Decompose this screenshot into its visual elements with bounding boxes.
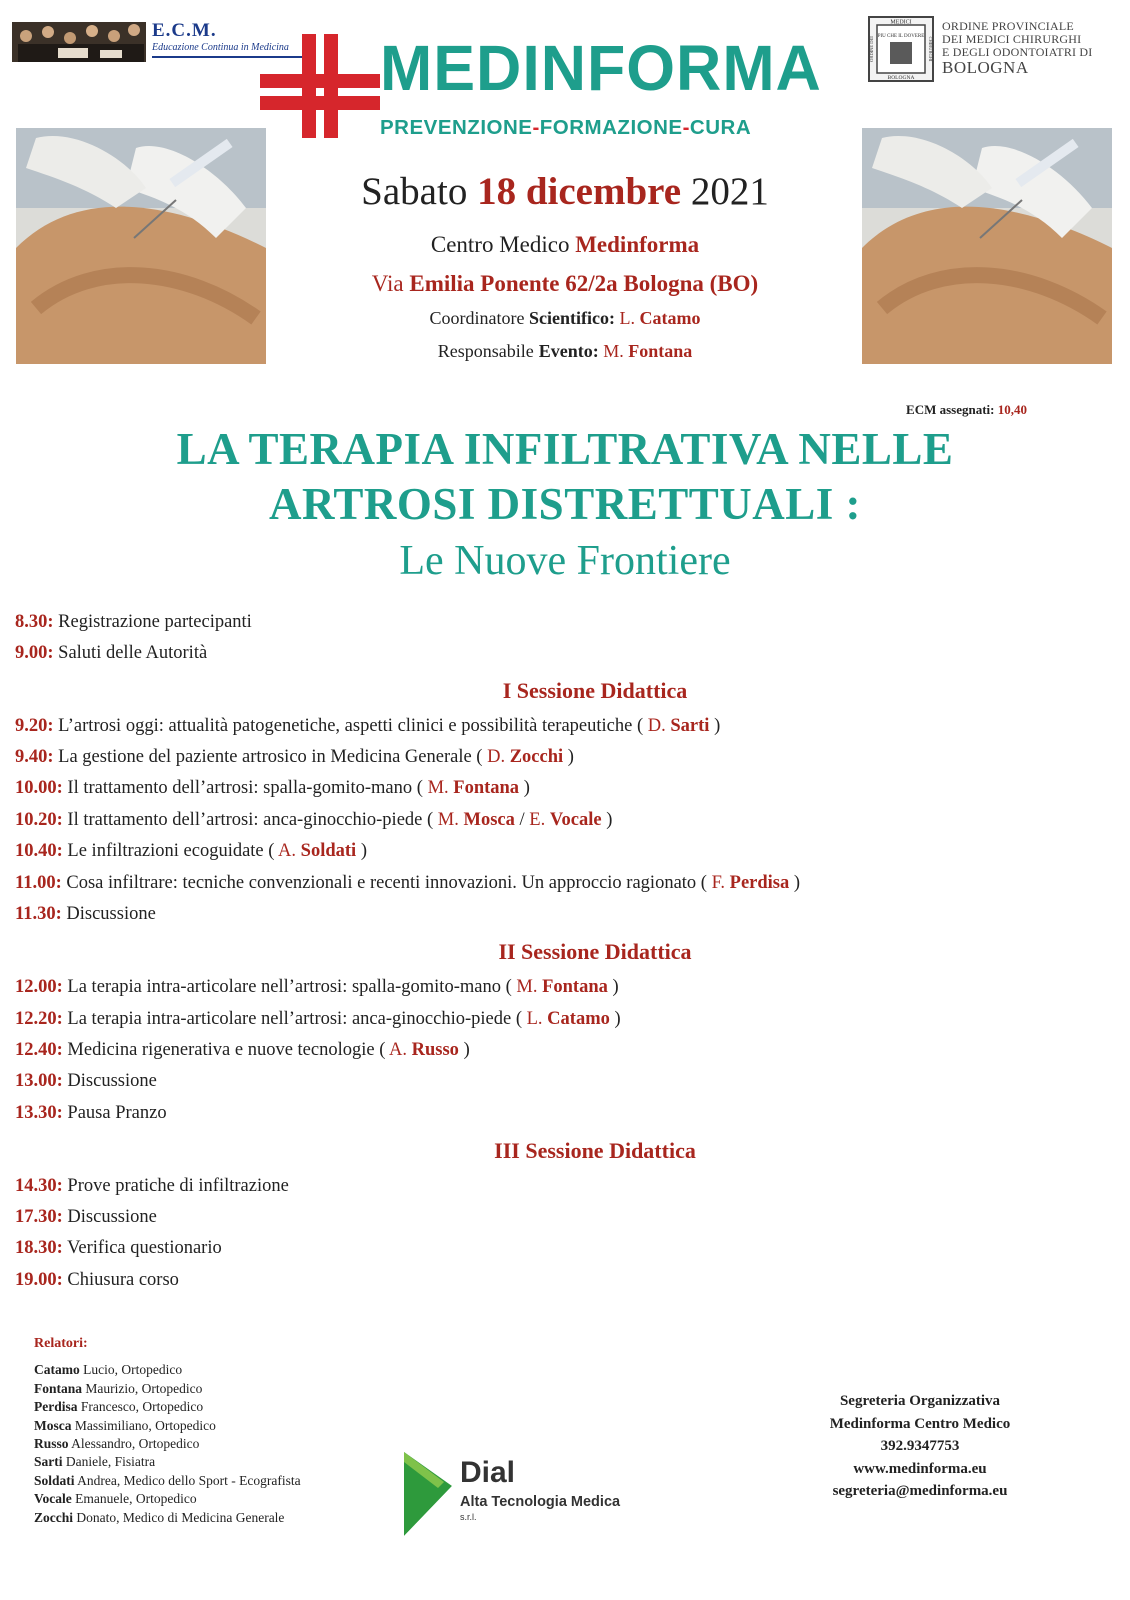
speaker-name: Sarti xyxy=(670,716,710,736)
tagline-formazione: FORMAZIONE xyxy=(539,116,683,139)
speaker-details: Daniele, Fisiatra xyxy=(65,1454,156,1470)
program-item: 10.20: Il trattamento dell’artrosi: anca-ginocchio-piede ( M. Mosca / E. Vocale ) xyxy=(15,810,613,830)
program-text: La terapia intra-articolare nell’artrosi: anca-ginocchio-piede xyxy=(67,1009,512,1029)
tagline-prevenzione: PREVENZIONE xyxy=(380,116,533,139)
dial-tagline: Alta Tecnologia Medica xyxy=(460,1494,621,1510)
program-text: Registrazione partecipanti xyxy=(58,612,252,632)
program-time: 10.00: xyxy=(15,778,63,798)
secretariat-block xyxy=(780,1390,1060,1503)
speaker-initial: M. xyxy=(427,778,449,798)
ecm-credits xyxy=(906,402,1027,418)
program-item: 12.20: La terapia intra-articolare nell’artrosi: anca-ginocchio-piede ( L. Catamo ) xyxy=(15,1009,621,1029)
program-item: 9.20: L’artrosi oggi: attualità patogenetiche, aspetti clinici e possibilità terapeutiche ( D. Sarti ) xyxy=(15,716,721,736)
program-item xyxy=(15,1238,222,1259)
program-item xyxy=(15,643,207,664)
speaker-surname: Fontana xyxy=(34,1380,83,1396)
speaker-initial: D. xyxy=(487,747,506,767)
speaker-details: Donato, Medico di Medicina Generale xyxy=(76,1509,285,1525)
coordinator-label-bold: Scientifico: xyxy=(529,308,615,328)
dial-sponsor-logo xyxy=(400,1450,660,1540)
coordinator-initial: L. xyxy=(619,308,635,328)
speaker-initial: L. xyxy=(526,1009,543,1029)
program-text: Verifica questionario xyxy=(67,1238,222,1258)
speaker-details: Emanuele, Ortopedico xyxy=(75,1491,197,1507)
speaker-entry xyxy=(34,1380,301,1398)
program-text: Cosa infiltrare: tecniche convenzionali e recenti innovazioni. Un approccio ragionato xyxy=(66,873,697,893)
coordinator-line xyxy=(270,308,860,329)
program-time: 8.30: xyxy=(15,612,54,632)
seal-right-text: CHIRURGHI xyxy=(928,36,933,62)
speaker-details: Maurizio, Ortopedico xyxy=(85,1380,203,1396)
ordine-line-4: BOLOGNA xyxy=(942,58,1029,77)
speaker-name: Perdisa xyxy=(729,873,790,893)
seal-bottom-text: BOLOGNA xyxy=(887,75,915,81)
dial-mark-icon xyxy=(400,1452,456,1536)
speaker-initial: F. xyxy=(711,873,726,893)
event-day: Sabato xyxy=(361,170,468,213)
ordine-medici-logo xyxy=(868,16,1124,88)
speaker-details: Francesco, Ortopedico xyxy=(80,1399,204,1415)
speaker-initial: A. xyxy=(389,1040,407,1060)
program-item xyxy=(15,1103,167,1124)
program-item xyxy=(15,1270,179,1291)
program-text: La gestione del paziente artrosico in Medicina Generale xyxy=(58,747,472,767)
speaker-initial: D. xyxy=(647,716,666,736)
speaker-details: Lucio, Ortopedico xyxy=(83,1362,183,1378)
event-date-main: 18 dicembre xyxy=(477,170,682,213)
secretariat-phone: 392.9347753 xyxy=(880,1438,960,1454)
speaker-surname: Soldati xyxy=(34,1472,75,1488)
speaker-initial: M. xyxy=(437,810,459,830)
session-title: II Sessione Didattica xyxy=(498,939,692,964)
speakers-list xyxy=(34,1335,301,1527)
responsible-initial: M. xyxy=(603,341,624,361)
speaker-surname: Perdisa xyxy=(34,1399,78,1415)
program-item xyxy=(15,612,252,633)
program-time: 14.30: xyxy=(15,1176,63,1196)
program-item: 12.40: Medicina rigenerativa e nuove tecnologie ( A. Russo ) xyxy=(15,1040,470,1060)
speaker-entry xyxy=(34,1435,301,1453)
venue-prefix: Centro Medico xyxy=(430,232,570,257)
program-text: Discussione xyxy=(67,1207,157,1227)
speaker-entry xyxy=(34,1453,301,1471)
program-text: Il trattamento dell’artrosi: anca-ginocchio-piede xyxy=(67,810,423,830)
program-time: 9.00: xyxy=(15,643,54,663)
program-item xyxy=(15,1071,157,1092)
speaker-surname: Russo xyxy=(34,1436,69,1452)
program-text: Discussione xyxy=(66,904,156,924)
secretariat-website[interactable]: www.medinforma.eu xyxy=(853,1460,987,1477)
coordinator-label: Coordinatore xyxy=(429,308,525,328)
program-time: 12.00: xyxy=(15,977,63,997)
program-time: 19.00: xyxy=(15,1270,63,1290)
speakers-items xyxy=(34,1361,301,1527)
address-line xyxy=(270,271,860,297)
dial-suffix: s.r.l. xyxy=(460,1512,477,1522)
speaker-entry xyxy=(34,1472,301,1490)
program-time: 9.20: xyxy=(15,716,54,736)
ordine-line-3: E DEGLI ODONTOIATRI DI xyxy=(942,45,1093,59)
program-time: 13.30: xyxy=(15,1103,63,1123)
speaker-details: Alessandro, Ortopedico xyxy=(71,1436,200,1452)
ecm-credits-value: 10,40 xyxy=(997,402,1027,417)
speaker-initial: E. xyxy=(529,810,546,830)
knee-injection-photo-left xyxy=(16,128,266,364)
speaker-details: Andrea, Medico dello Sport - Ecografista xyxy=(77,1472,301,1488)
ordine-line-1: ORDINE PROVINCIALE xyxy=(942,19,1074,33)
course-title-line-1: LA TERAPIA INFILTRATIVA NELLE xyxy=(176,424,954,474)
speaker-name: Soldati xyxy=(300,841,357,861)
ecm-title: E.C.M. xyxy=(152,20,217,41)
speaker-name: Vocale xyxy=(549,810,602,830)
program-text: Pausa Pranzo xyxy=(67,1103,167,1123)
speaker-surname: Zocchi xyxy=(34,1509,73,1525)
address-prefix: Via xyxy=(371,271,404,296)
event-year: 2021 xyxy=(690,170,769,213)
program-time: 18.30: xyxy=(15,1238,63,1258)
program-time: 17.30: xyxy=(15,1207,63,1227)
program-text: Chiusura corso xyxy=(67,1270,179,1290)
program-text: Medicina rigenerativa e nuove tecnologie xyxy=(67,1040,375,1060)
responsible-name: Fontana xyxy=(628,341,693,361)
speaker-surname: Catamo xyxy=(34,1362,80,1378)
coordinator-name: Catamo xyxy=(639,308,701,328)
venue-line xyxy=(270,232,860,258)
program-text: Prove pratiche di infiltrazione xyxy=(67,1176,289,1196)
medinforma-tagline xyxy=(380,116,751,140)
speaker-entry xyxy=(34,1398,301,1416)
secretariat-org: Medinforma Centro Medico xyxy=(829,1415,1011,1432)
program-time: 9.40: xyxy=(15,747,54,767)
speaker-initial: M. xyxy=(516,977,538,997)
speakers-title: Relatori: xyxy=(34,1336,88,1351)
program-text: L’artrosi oggi: attualità patogenetiche, aspetti clinici e possibilità terapeutiche xyxy=(58,716,633,736)
venue-name: Medinforma xyxy=(575,232,700,257)
speaker-name: Catamo xyxy=(547,1009,610,1029)
tagline-dash: - xyxy=(682,116,690,139)
medinforma-wordmark: MEDINFORMA xyxy=(380,32,822,104)
program-item: 10.00: Il trattamento dell’artrosi: spalla-gomito-mano ( M. Fontana ) xyxy=(15,778,530,798)
responsible-label: Responsabile xyxy=(437,341,534,361)
program-item: 9.40: La gestione del paziente artrosico in Medicina Generale ( D. Zocchi ) xyxy=(15,747,574,767)
speaker-name: Russo xyxy=(411,1040,459,1060)
medinforma-logo xyxy=(268,34,868,144)
speaker-name: Fontana xyxy=(542,977,608,997)
knee-injection-photo-right xyxy=(862,128,1112,364)
program-item xyxy=(15,1207,157,1228)
speaker-surname: Mosca xyxy=(34,1417,72,1433)
ecm-credits-label: ECM assegnati: xyxy=(906,402,995,417)
speaker-surname: Vocale xyxy=(34,1491,72,1507)
tagline-dash: - xyxy=(532,116,540,139)
tagline-cura: CURA xyxy=(689,116,752,139)
speaker-entry xyxy=(34,1490,301,1508)
program-text: Discussione xyxy=(67,1071,157,1091)
program-item: 12.00: La terapia intra-articolare nell’artrosi: spalla-gomito-mano ( M. Fontana ) xyxy=(15,977,619,997)
speaker-name: Fontana xyxy=(453,778,520,798)
program-time: 12.20: xyxy=(15,1009,63,1029)
secretariat-title: Segreteria Organizzativa xyxy=(839,1393,1001,1409)
course-title-line-2: ARTROSI DISTRETTUALI : xyxy=(268,479,862,529)
speaker-initial: A. xyxy=(278,841,297,861)
speaker-entry xyxy=(34,1361,301,1379)
speaker-surname: Sarti xyxy=(34,1454,63,1470)
program-time: 13.00: xyxy=(15,1071,63,1091)
program-item: 10.40: Le infiltrazioni ecoguidate ( A. Soldati ) xyxy=(15,841,367,861)
program-time: 10.20: xyxy=(15,810,63,830)
dial-name: Dial xyxy=(460,1456,516,1489)
ecm-painting-image xyxy=(8,14,150,64)
program-text: Saluti delle Autorità xyxy=(58,643,208,663)
seal-top-text: MEDICI xyxy=(890,19,912,26)
speaker-name: Mosca xyxy=(463,810,515,830)
program-item xyxy=(15,904,156,925)
session-title: I Sessione Didattica xyxy=(502,678,688,703)
speaker-entry xyxy=(34,1417,301,1435)
red-cross-icon xyxy=(260,34,384,144)
responsible-line xyxy=(270,341,860,362)
program-text: Le infiltrazioni ecoguidate xyxy=(67,841,264,861)
seal-left-text: ORDINE DEI xyxy=(869,36,874,62)
program-text: La terapia intra-articolare nell’artrosi: spalla-gomito-mano xyxy=(67,977,501,997)
program-time: 12.40: xyxy=(15,1040,63,1060)
program-time: 11.30: xyxy=(15,904,62,924)
responsible-label-bold: Evento: xyxy=(538,341,599,361)
ordine-line-2: DEI MEDICI CHIRURGHI xyxy=(942,32,1082,46)
program-time: 10.40: xyxy=(15,841,63,861)
program-time: 11.00: xyxy=(15,873,62,893)
session-title: III Sessione Didattica xyxy=(494,1138,696,1163)
event-date xyxy=(270,168,860,216)
ordine-text xyxy=(942,20,1093,76)
speaker-details: Massimiliano, Ortopedico xyxy=(74,1417,216,1433)
address-main: Emilia Ponente 62/2a Bologna (BO) xyxy=(409,271,759,296)
course-subtitle: Le Nuove Frontiere xyxy=(399,538,731,584)
secretariat-email[interactable]: segreteria@medinforma.eu xyxy=(832,1483,1008,1499)
speaker-entry xyxy=(34,1509,301,1527)
seal-motto-text: PIU CHE IL DOVERE xyxy=(877,34,925,39)
speaker-name: Zocchi xyxy=(509,747,564,767)
ordine-seal-icon xyxy=(868,16,934,82)
program-item xyxy=(15,1176,289,1197)
ecm-subtitle: Educazione Continua in Medicina xyxy=(152,42,289,53)
program-text: Il trattamento dell’artrosi: spalla-gomito-mano xyxy=(67,778,413,798)
program-item: 11.00: Cosa infiltrare: tecniche convenzionali e recenti innovazioni. Un approccio ragionato ( F. Perdisa ) xyxy=(15,873,801,893)
